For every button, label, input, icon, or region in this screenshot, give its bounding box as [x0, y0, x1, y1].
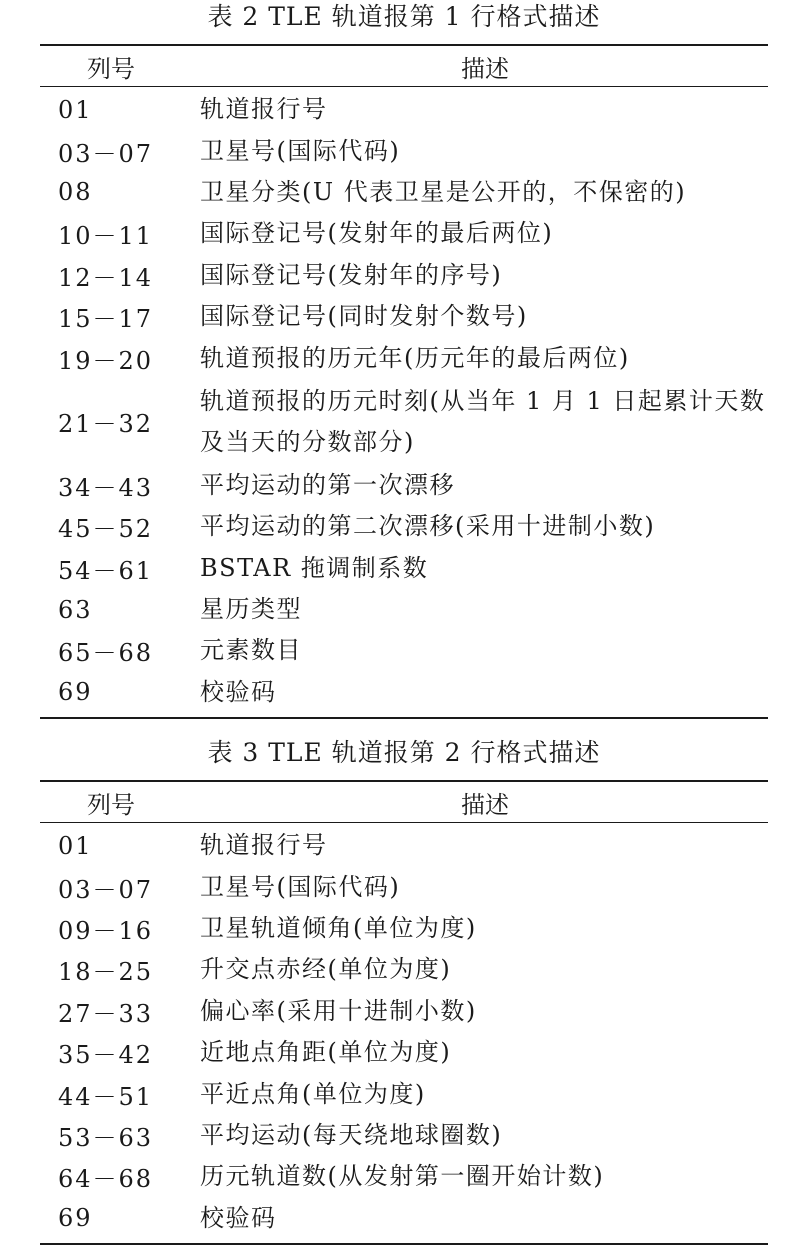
row-description: 卫星号(国际代码)	[200, 136, 401, 165]
table-row	[40, 866, 768, 907]
row-column-number: 10－11	[58, 222, 154, 251]
table-row	[40, 949, 768, 990]
row-description: 轨道预报的历元年(历元年的最后两位)	[200, 343, 630, 372]
row-description: 轨道报行号	[200, 831, 328, 860]
table-row	[40, 465, 768, 506]
table-3-body	[40, 823, 768, 1243]
row-column-number: 01	[58, 95, 93, 124]
row-column-number: 45－52	[58, 515, 154, 544]
row-column-number: 21－32	[58, 410, 154, 439]
row-column-number: 18－25	[58, 958, 154, 987]
row-description: 近地点角距(单位为度)	[200, 1038, 452, 1067]
table-row	[40, 672, 768, 713]
table-2-header-col-number: 列号	[87, 54, 135, 83]
table-row	[40, 172, 768, 213]
row-description: BSTAR 拖调制系数	[200, 553, 429, 582]
table-row	[40, 1156, 768, 1197]
table-row	[40, 991, 768, 1032]
row-column-number: 54－61	[58, 556, 154, 585]
table-row	[40, 213, 768, 254]
row-column-number: 27－33	[58, 999, 154, 1028]
row-column-number: 69	[58, 1204, 93, 1233]
row-description: 国际登记号(发射年的最后两位)	[200, 219, 554, 248]
table-row	[40, 908, 768, 949]
row-column-number: 19－20	[58, 346, 154, 375]
row-column-number: 03－07	[58, 139, 154, 168]
table-row	[40, 1115, 768, 1156]
row-description: 历元轨道数(从发射第一圈开始计数)	[200, 1162, 605, 1191]
table-3	[40, 736, 768, 1245]
row-description: 平均运动(每天绕地球圈数)	[200, 1120, 503, 1149]
row-column-number: 69	[58, 678, 93, 707]
row-column-number: 12－14	[58, 263, 154, 292]
table-row	[40, 255, 768, 296]
row-description: 星历类型	[200, 595, 302, 624]
table-row	[40, 130, 768, 171]
row-description: 平近点角(单位为度)	[200, 1079, 426, 1108]
table-3-header	[40, 782, 768, 822]
table-2-header	[40, 46, 768, 86]
table-row	[40, 630, 768, 671]
table-row	[40, 506, 768, 547]
row-description: 平均运动的第二次漂移(采用十进制小数)	[200, 512, 656, 541]
row-column-number: 15－17	[58, 305, 154, 334]
table-3-header-col-number: 列号	[87, 790, 135, 819]
row-description: 元素数目	[200, 636, 302, 665]
row-column-number: 63	[58, 595, 93, 624]
table-row	[40, 1073, 768, 1114]
table-row	[40, 1198, 768, 1239]
row-column-number: 35－42	[58, 1041, 154, 1070]
table-3-bottom-rule	[40, 1243, 768, 1245]
row-description: 升交点赤经(单位为度)	[200, 955, 452, 984]
row-description: 国际登记号(发射年的序号)	[200, 260, 503, 289]
row-column-number: 65－68	[58, 639, 154, 668]
row-column-number: 08	[58, 178, 93, 207]
table-row	[40, 1032, 768, 1073]
row-description: 轨道预报的历元时刻(从当年 1 月 1 日起累计天数及当天的分数部分)	[200, 386, 766, 456]
row-description: 校验码	[200, 1203, 277, 1232]
row-description: 卫星分类(U 代表卫星是公开的，不保密的)	[200, 177, 687, 206]
row-column-number: 64－68	[58, 1165, 154, 1194]
table-row	[40, 589, 768, 630]
table-row	[40, 89, 768, 130]
table-2	[40, 0, 768, 719]
table-row	[40, 337, 768, 378]
row-column-number: 53－63	[58, 1123, 154, 1152]
row-description: 平均运动的第一次漂移	[200, 470, 455, 499]
table-row	[40, 296, 768, 337]
table-3-caption: 表 3 TLE 轨道报第 2 行格式描述	[207, 738, 601, 767]
table-row	[40, 548, 768, 589]
row-description: 轨道报行号	[200, 95, 328, 124]
row-column-number: 34－43	[58, 473, 154, 502]
row-column-number: 09－16	[58, 916, 154, 945]
table-row	[40, 379, 768, 465]
row-description: 卫星轨道倾角(单位为度)	[200, 913, 477, 942]
table-2-header-description: 描述	[461, 54, 509, 83]
row-description: 偏心率(采用十进制小数)	[200, 996, 477, 1025]
table-2-bottom-rule	[40, 717, 768, 719]
table-row	[40, 825, 768, 866]
row-description: 卫星号(国际代码)	[200, 872, 401, 901]
row-description: 校验码	[200, 677, 277, 706]
row-column-number: 03－07	[58, 875, 154, 904]
row-column-number: 01	[58, 831, 93, 860]
table-2-body	[40, 87, 768, 717]
row-description: 国际登记号(同时发射个数号)	[200, 302, 528, 331]
table-3-header-description: 描述	[461, 790, 509, 819]
row-column-number: 44－51	[58, 1082, 154, 1111]
table-2-caption: 表 2 TLE 轨道报第 1 行格式描述	[207, 2, 601, 31]
